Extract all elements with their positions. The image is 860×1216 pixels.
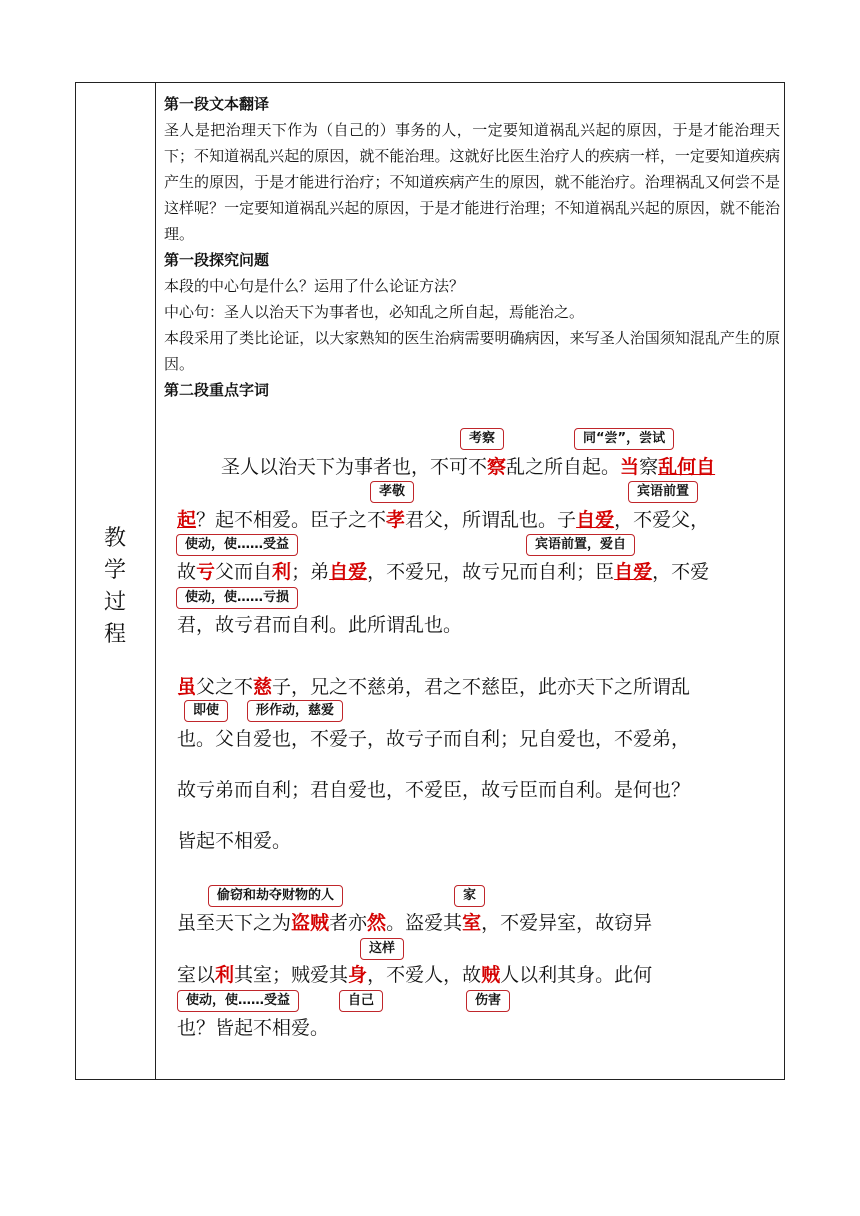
passage-line: 起？起不相爱。臣子之不孝君父，所谓乱也。子自爱，不爱父， [177, 509, 710, 531]
note-tag: 考察 [460, 428, 504, 450]
note-tag: 家 [454, 885, 485, 907]
passage-line: 虽至天下之为盗贼者亦然。盗爱其室，不爱异室，故窃异 [177, 912, 653, 934]
section-title-translation: 第一段文本翻译 [164, 95, 270, 113]
note-tag: 伤害 [466, 990, 510, 1012]
note-tag: 使动，使……亏损 [176, 587, 298, 609]
note-tag: 同“尝”，尝试 [574, 428, 674, 450]
inquiry-question: 本段的中心句是什么？运用了什么论证方法？ [164, 277, 465, 295]
passage-line: 故亏弟而自利；君自爱也，不爱臣，故亏臣而自利。是何也？ [177, 779, 691, 801]
note-tag: 形作动，慈爱 [247, 700, 343, 722]
translation-paragraph: 圣人是把治理天下作为（自己的）事务的人，一定要知道祸乱兴起的原因，于是才能治理天下；不知道祸乱兴起的原因，就不能治理。这就好比医生治疗人的疾病一样，一定要知道疾病产生的原因，于是才能进行治疗；不知道疾病产生的原因，就不能治疗。治理祸乱又何尝不是这样呢？一定要知道祸乱兴起的原因，于是才能进行治理；不知道祸乱兴起的原因，就不能治理。 [164, 121, 780, 243]
side-column [76, 83, 156, 1079]
section-title-keywords: 第二段重点字词 [164, 381, 270, 399]
passage-line: 故亏父而自利；弟自爱，不爱兄，故亏兄而自利；臣自爱，不爱 [177, 561, 710, 583]
note-tag: 孝敬 [370, 481, 414, 503]
lesson-table [75, 82, 785, 1080]
note-tag: 宾语前置 [628, 481, 698, 503]
note-tag: 自己 [339, 990, 383, 1012]
inquiry-answer-method: 本段采用了类比论证，以大家熟知的医生治病需要明确病因，来写圣人治国须知混乱产生的原因。 [164, 329, 780, 373]
passage-line: 皆起不相爱。 [177, 830, 292, 852]
passage-line: 君，故亏君而自利。此所谓乱也。 [177, 614, 463, 636]
note-tag: 使动，使……受益 [176, 534, 298, 556]
passage-line: 圣人以治天下为事者也，不可不察乱之所自起。当察乱何自 [221, 456, 716, 478]
side-label: 教 学 过 程 [103, 526, 128, 647]
note-tag: 使动，使……受益 [177, 990, 299, 1012]
note-tag: 这样 [360, 938, 404, 960]
note-tag: 即使 [184, 700, 228, 722]
inquiry-answer-central: 中心句：圣人以治天下为事者也，必知乱之所自起，焉能治之。 [164, 303, 585, 321]
passage-line: 也。父自爱也，不爱子，故亏子而自利；兄自爱也，不爱弟， [177, 728, 691, 750]
note-tag: 偷窃和劫夺财物的人 [208, 885, 343, 907]
section-title-inquiry: 第一段探究问题 [164, 251, 270, 269]
note-tag: 宾语前置，爱自 [526, 534, 635, 556]
passage-line: 也？皆起不相爱。 [177, 1017, 330, 1039]
content-column [156, 83, 784, 1079]
passage-line: 室以利其室；贼爱其身，不爱人，故贼人以利其身。此何 [177, 964, 653, 986]
passage-line: 虽父之不慈子，兄之不慈弟，君之不慈臣，此亦天下之所谓乱 [177, 676, 691, 698]
